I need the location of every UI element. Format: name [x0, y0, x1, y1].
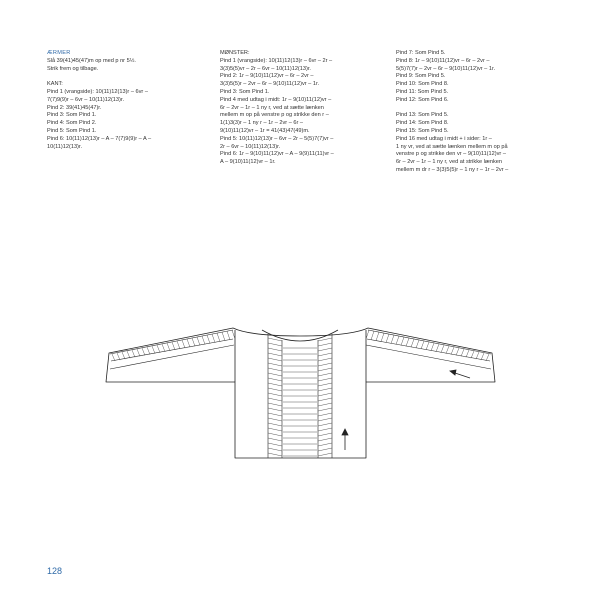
text-column-1 — [47, 50, 212, 151]
text-line: Pind 3: Som Pind 1. — [220, 88, 270, 95]
text-line: 10(11)12(13)r. — [47, 143, 83, 150]
text-line: Pind 4 med udtag i midt: 1r – 9(10)11(12)vr – — [220, 96, 332, 103]
right-sleeve-band — [366, 330, 491, 369]
text-line: 7(7)9(9)r – 6vr – 10(11)12(13)r. — [47, 96, 124, 103]
text-line: Pind 10: Som Pind 8. — [396, 81, 449, 88]
text-line: 2r – 6vr – 10(11)12(13)r. — [220, 143, 281, 150]
text-line: mellem m op på venstre p og strikke den r – — [220, 112, 329, 119]
page-number: 128 — [47, 566, 63, 576]
text-line: venstre p og strikke den vr – 9(10)11(12)vr – — [396, 151, 506, 158]
text-line: Pind 7: Som Pind 5. — [396, 50, 446, 56]
kant-heading: KANT: — [47, 81, 63, 88]
text-column-2 — [220, 50, 385, 167]
text-line: Pind 5: 10(11)12(13)r – 6vr – 2r – 5(5)7(7)vr – — [220, 135, 334, 142]
left-sleeve-band — [110, 330, 234, 369]
text-line: Pind 14: Som Pind 8. — [396, 120, 449, 127]
text-line: 9(10)11(12)vr – 1r = 41(43)47(49)m. — [220, 127, 310, 134]
text-line: A – 9(10)11(12)vr – 1r. — [220, 159, 276, 166]
front-cable-twists — [268, 338, 332, 456]
text-line: Pind 12: Som Pind 6. — [396, 96, 449, 103]
text-line: 1(1)3(3)r – 1 ny r – 1r – 2vr – 6r – — [220, 120, 304, 127]
text-line: Pind 1 (vrangside): 10(11)12(13)r – 6vr – — [47, 88, 148, 95]
sleeve-arrowhead — [450, 370, 456, 375]
moenster-heading: MØNSTER: — [220, 50, 250, 56]
text-line: 3(3)5(5)r – 2vr – 6r – 9(10)11(12)vr – 1r. — [220, 81, 320, 88]
text-line: Pind 6: 10(11)12(13)r – A – 7(7)9(9)r – A – — [47, 135, 152, 142]
text-line: Pind 8: 1r – 9(10)11(12)vr – 6r – 2vr – — [396, 57, 490, 64]
text-line: Pind 3: Som Pind 1. — [47, 112, 97, 119]
text-line: mellem m dr r – 3(3)5(5)r – 1 ny r – 1r – 2vr – — [396, 166, 509, 173]
text-line: Pind 6: 1r – 9(10)11(12)vr – A – 9(9)11(11)vr – — [220, 151, 334, 158]
text-line: 5(5)7(7)r – 2vr – 6r – 9(10)11(12)vr – 1r. — [396, 65, 496, 72]
text-line: Strik frem og tilbage. — [47, 65, 99, 72]
text-line: Pind 4: Som Pind 2. — [47, 120, 97, 127]
text-line: Pind 5: Som Pind 1. — [47, 127, 97, 134]
text-line: 3(3)5(5)vr – 2r – 6vr – 10(11)12(13)r. — [220, 65, 311, 72]
text-line: Pind 9: Som Pind 5. — [396, 73, 446, 80]
text-line: 1 ny vr, ved at sætte lænken mellem m op på — [396, 143, 508, 150]
text-line: Pind 1 (vrangside): 10(11)12(13)r – 6vr – 2r – — [220, 57, 333, 64]
text-line: 6r – 2vr – 1r – 1 ny r, ved at sætte lænken — [220, 104, 324, 111]
text-line: Slå 39(41)45(47)m op med p nr 5½. — [47, 57, 136, 64]
text-line: Pind 13: Som Pind 5. — [396, 112, 449, 119]
text-line: Pind 2: 1r – 9(10)11(12)vr – 6r – 2vr – — [220, 73, 314, 80]
text-line: Pind 2: 39(41)45(47)r. — [47, 104, 102, 111]
section-title: ÆRMER — [47, 50, 71, 56]
sweater-schematic — [0, 290, 600, 470]
sleeve-cable-hatching — [112, 330, 489, 361]
sweater-outline — [106, 328, 495, 458]
text-line: 6r – 2vr – 1r – 1 ny r, ved at strikke lænken — [396, 159, 503, 166]
text-column-3 — [396, 50, 561, 175]
body-arrowhead — [342, 429, 348, 435]
text-line: Pind 16 med udtag i midt + i sider: 1r – — [396, 135, 492, 142]
center-panel-stripes — [283, 348, 317, 456]
text-line: Pind 11: Som Pind 5. — [396, 88, 449, 95]
text-line: Pind 15: Som Pind 5. — [396, 127, 449, 134]
